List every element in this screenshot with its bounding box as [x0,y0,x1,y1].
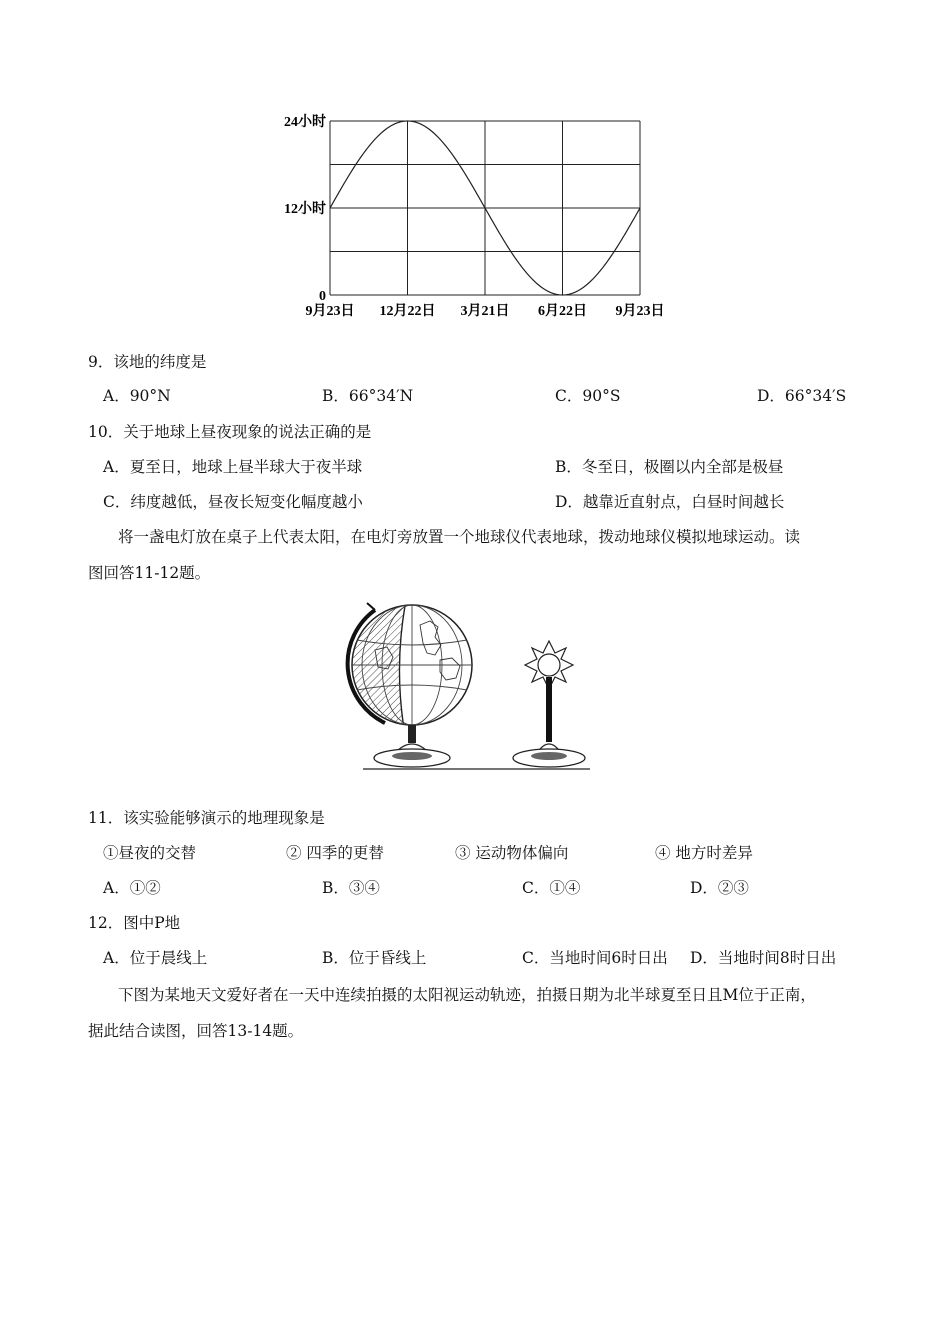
q11-option-d[interactable]: D．②③ [690,879,749,897]
y-tick-label: 0 [319,289,326,304]
passage-2-line-2: 据此结合读图，回答13-14题。 [88,1022,304,1040]
q12-option-d[interactable]: D．当地时间8时日出 [690,949,837,967]
q11-stem: 11．该实验能够演示的地理现象是 [88,809,325,827]
y-tick-label: 12小时 [284,202,326,217]
passage-2-line-1: 下图为某地天文爱好者在一天中连续拍摄的太阳视运动轨迹，拍摄日期为北半球夏至日且M位于正南， [118,986,816,1004]
x-tick-label: 3月21日 [460,304,510,319]
q12-stem: 12．图中P地 [88,914,181,932]
x-tick-label: 9月23日 [305,304,355,319]
chart-x-axis [306,303,665,319]
q9-option-c[interactable]: C．90°S [555,387,621,405]
globe-icon [348,595,472,767]
q11-option-a[interactable]: A．①② [103,879,161,897]
q12-option-b[interactable]: B．位于昏线上 [322,949,427,967]
x-tick-label: 12月22日 [379,304,436,319]
q11-item-1: ①昼夜的交替 [103,844,197,862]
passage-1-line-2: 图回答11-12题。 [88,564,211,582]
q11-option-b[interactable]: B．③④ [322,879,380,897]
q10-option-a[interactable]: A．夏至日，地球上昼半球大于夜半球 [103,458,363,476]
q11-item-4: ④ 地方时差异 [655,844,753,862]
q10-option-c[interactable]: C．纬度越低，昼夜长短变化幅度越小 [103,493,363,511]
q10-stem: 10．关于地球上昼夜现象的说法正确的是 [88,423,372,441]
q9-option-d[interactable]: D．66°34′S [757,387,847,405]
q11-item-3: ③ 运动物体偏向 [455,844,569,862]
y-tick-label: 24小时 [284,115,326,130]
x-tick-label: 6月22日 [538,304,587,319]
globe-lamp-illustration [345,595,605,775]
q12-option-c[interactable]: C．当地时间6时日出 [522,949,668,967]
x-tick-label: 9月23日 [615,304,665,319]
q9-option-b[interactable]: B．66°34′N [322,387,414,405]
sun-lamp-icon [513,641,585,767]
q9-stem: 9．该地的纬度是 [88,353,207,371]
passage-1-line-1: 将一盏电灯放在桌子上代表太阳，在电灯旁放置一个地球仪代表地球，拨动地球仪模拟地球运动。读 [118,528,801,546]
chart-y-axis [284,114,326,304]
q11-item-2: ② 四季的更替 [286,844,384,862]
q9-option-a[interactable]: A．90°N [103,387,171,405]
q12-option-a[interactable]: A．位于晨线上 [103,949,208,967]
q11-option-c[interactable]: C．①④ [522,879,581,897]
daylength-chart [284,108,690,323]
q10-option-b[interactable]: B．冬至日，极圈以内全部是极昼 [555,458,784,476]
q10-option-d[interactable]: D．越靠近直射点，白昼时间越长 [555,493,785,511]
